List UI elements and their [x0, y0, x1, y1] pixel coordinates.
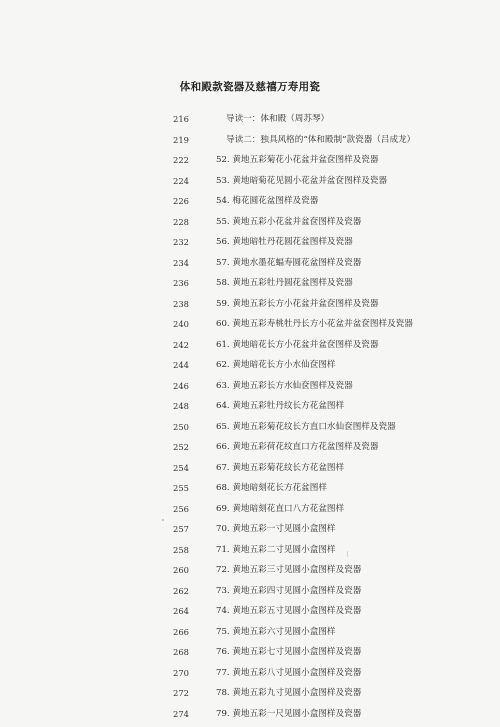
- toc-entry-title: 59. 黄地五彩长方小花盆并盆奁图样及瓷器: [216, 297, 379, 311]
- toc-row: [0, 461, 500, 482]
- toc-row: [0, 194, 500, 215]
- toc-page-number: 238: [173, 297, 197, 311]
- toc-page-number: 240: [173, 317, 197, 331]
- toc-row: [0, 133, 500, 154]
- toc-entry-title: 53. 黄地暗菊花见圆小花盆并盆奁图样及瓷器: [216, 174, 387, 188]
- toc-entry-title: 74. 黄地五彩五寸见圆小盒图样及瓷器: [216, 604, 361, 618]
- toc-entry-title: 60. 黄地五彩寿桃牡丹长方小花盆并盆奁图样及瓷器: [216, 317, 413, 331]
- toc-entry-title: 64. 黄地五彩牡丹纹长方花盆图样: [216, 399, 344, 413]
- toc-entry-title: 77. 黄地五彩八寸见圆小盒图样及瓷器: [216, 666, 361, 680]
- toc-page-number: 244: [173, 358, 197, 372]
- toc-page-number: 257: [173, 522, 197, 536]
- toc-row: [0, 276, 500, 297]
- toc-row: [0, 543, 500, 564]
- toc-page-number: 254: [173, 461, 197, 475]
- toc-entry-title: 55. 黄地五彩小花盆并盆奁图样及瓷器: [216, 215, 361, 229]
- toc-row: [0, 686, 500, 707]
- table-of-contents: [0, 112, 500, 727]
- toc-entry-title: 56. 黄地暗牡丹花圆花盆图样及瓷器: [216, 235, 353, 249]
- toc-page-number: 222: [173, 153, 197, 167]
- toc-row: [0, 174, 500, 195]
- toc-row: [0, 215, 500, 236]
- toc-row: [0, 399, 500, 420]
- toc-page-number: 264: [173, 604, 197, 618]
- toc-page-number: 270: [173, 666, 197, 680]
- toc-row: [0, 502, 500, 523]
- toc-row: [0, 297, 500, 318]
- toc-page-number: 250: [173, 420, 197, 434]
- toc-page-number: 256: [173, 502, 197, 516]
- toc-row: [0, 666, 500, 687]
- toc-entry-title: 62. 黄地暗花长方小水仙奁图样: [216, 358, 336, 372]
- toc-entry-title: 58. 黄地五彩牡丹圆花盆图样及瓷器: [216, 276, 353, 290]
- toc-row: [0, 440, 500, 461]
- toc-entry-title: 78. 黄地五彩九寸见圆小盒图样及瓷器: [216, 686, 361, 700]
- toc-entry-title: 54. 梅花圆花盆图样及瓷器: [216, 194, 318, 208]
- toc-page-number: 246: [173, 379, 197, 393]
- toc-entry-title: 68. 黄地暗刻花长方花盆图样: [216, 481, 327, 495]
- toc-page-number: 236: [173, 276, 197, 290]
- toc-entry-title: 57. 黄地水墨花蝠寿圆花盆图样及瓷器: [216, 256, 361, 270]
- toc-row: [0, 379, 500, 400]
- toc-row: [0, 112, 500, 133]
- toc-row: [0, 358, 500, 379]
- toc-page-number: 224: [173, 174, 197, 188]
- toc-entry-title: 70. 黄地五彩一寸见圆小盒图样: [216, 522, 336, 536]
- toc-page-number: 258: [173, 543, 197, 557]
- toc-row: [0, 625, 500, 646]
- toc-entry-title: 71. 黄地五彩二寸见圆小盒图样: [216, 543, 336, 557]
- toc-page-number: 234: [173, 256, 197, 270]
- toc-row: [0, 522, 500, 543]
- toc-page-number: 232: [173, 235, 197, 249]
- toc-row: [0, 481, 500, 502]
- toc-page-number: 260: [173, 563, 197, 577]
- section-title: 体和殿款瓷器及慈禧万寿用瓷: [0, 79, 500, 94]
- toc-entry-title: 79. 黄地五彩一尺见圆小盒图样及瓷器: [216, 707, 361, 721]
- toc-entry-title: 61. 黄地暗花长方小花盆并盆奁图样及瓷器: [216, 338, 379, 352]
- toc-entry-title: 75. 黄地五彩六寸见圆小盒图样: [216, 625, 336, 639]
- toc-row: [0, 153, 500, 174]
- toc-row: [0, 420, 500, 441]
- toc-entry-title: 72. 黄地五彩三寸见圆小盒图样及瓷器: [216, 563, 361, 577]
- toc-page-number: 262: [173, 584, 197, 598]
- toc-page-number: 226: [173, 194, 197, 208]
- toc-entry-title: 69. 黄地暗刻花直口八方花盆图样: [216, 502, 344, 516]
- toc-page-number: 274: [173, 707, 197, 721]
- toc-row: [0, 317, 500, 338]
- toc-row: [0, 256, 500, 277]
- toc-page-number: 228: [173, 215, 197, 229]
- toc-page-number: 216: [173, 112, 197, 126]
- toc-row: [0, 604, 500, 625]
- toc-row: [0, 563, 500, 584]
- toc-entry-title: 66. 黄地五彩荷花纹直口方花盆图样及瓷器: [216, 440, 379, 454]
- toc-page-number: 255: [173, 481, 197, 495]
- toc-entry-title: 63. 黄地五彩长方水仙奁图样及瓷器: [216, 379, 353, 393]
- toc-row: [0, 235, 500, 256]
- toc-page-number: 248: [173, 399, 197, 413]
- toc-row: [0, 645, 500, 666]
- toc-page-number: 272: [173, 686, 197, 700]
- toc-entry-title: 65. 黄地五彩菊花纹长方直口水仙奁图样及瓷器: [216, 420, 396, 434]
- toc-page-number: 219: [173, 133, 197, 147]
- scan-speck: [162, 519, 164, 521]
- toc-row: [0, 584, 500, 605]
- toc-page-number: 266: [173, 625, 197, 639]
- toc-entry-title: 73. 黄地五彩四寸见圆小盒图样及瓷器: [216, 584, 361, 598]
- scan-speck: [347, 551, 348, 557]
- toc-page-number: 268: [173, 645, 197, 659]
- toc-page-number: 242: [173, 338, 197, 352]
- toc-entry-title: 52. 黄地五彩菊花小花盆并盆奁图样及瓷器: [216, 153, 379, 167]
- toc-page-number: 252: [173, 440, 197, 454]
- toc-entry-title: 导读一：体和殿（周苏琴）: [226, 112, 329, 126]
- toc-entry-title: 导读二：独具风格的“体和殿制”款瓷器（吕成龙）: [226, 133, 415, 147]
- toc-entry-title: 67. 黄地五彩菊花纹长方花盆图样: [216, 461, 344, 475]
- toc-entry-title: 76. 黄地五彩七寸见圆小盒图样及瓷器: [216, 645, 361, 659]
- toc-row: [0, 338, 500, 359]
